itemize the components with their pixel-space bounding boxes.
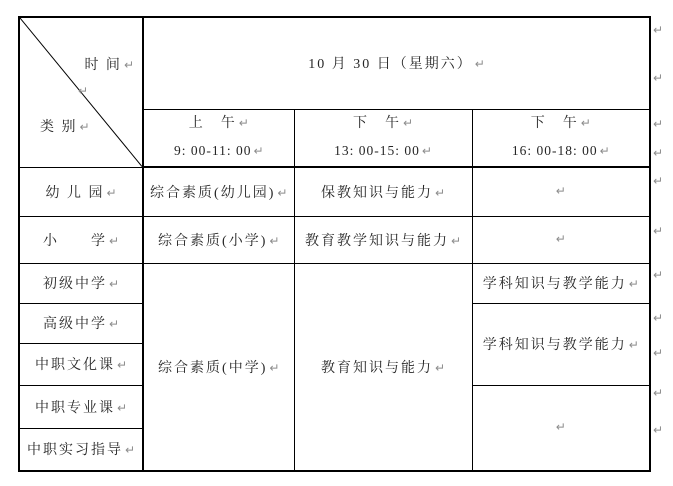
session-time [144, 137, 294, 165]
exam-schedule-table [18, 16, 651, 472]
corner-header-cell [19, 17, 143, 167]
corner-category-label [40, 116, 90, 136]
row-label-text: 中职专业课 [34, 400, 115, 416]
session-period [144, 110, 294, 137]
paragraph-mark: ↵ [653, 423, 664, 437]
return-mark: ↵ [599, 144, 610, 159]
row-label-primary [19, 216, 143, 263]
return-mark: ↵ [277, 185, 288, 200]
session-afternoon2-cell [472, 109, 650, 167]
date-text: 10 月 30 日（星期六） [308, 57, 473, 73]
paragraph-mark: ↵ [653, 268, 664, 282]
return-mark: ↵ [79, 120, 90, 134]
cell-secondary-morning-merged [143, 263, 294, 471]
return-mark: ↵ [555, 419, 566, 434]
corner-time-label [84, 54, 134, 74]
subject-text: 综合素质(幼儿园) [150, 185, 276, 201]
session-period-text: 下 午 [530, 116, 579, 132]
return-mark: ↵ [434, 360, 446, 375]
row-label-senior [19, 303, 143, 343]
session-time [295, 137, 472, 165]
session-morning-cell [143, 109, 294, 167]
return-mark: ↵ [269, 233, 280, 248]
return-mark: ↵ [123, 58, 134, 72]
return-mark: ↵ [108, 233, 120, 248]
paragraph-mark: ↵ [653, 224, 664, 238]
corner-time-text: 时 间 [84, 58, 122, 73]
subject-text: 教育教学知识与能力 [304, 233, 449, 249]
subject-text: 学科知识与教学能力 [482, 338, 627, 353]
return-mark: ↵ [628, 338, 639, 352]
return-mark: ↵ [555, 183, 566, 198]
outside-paragraph-marks [653, 0, 671, 486]
subject-text: 综合素质(小学) [158, 233, 268, 249]
return-mark: ↵ [106, 185, 117, 200]
cell-primary-afternoon2-empty [472, 216, 650, 263]
return-mark: ↵ [402, 116, 414, 131]
cell-kindergarten-afternoon1 [294, 167, 472, 216]
row-label-text: 中职实习指导 [26, 443, 123, 459]
table-row [19, 167, 650, 216]
row-label-text: 高级中学 [42, 317, 107, 332]
return-mark: ↵ [116, 358, 128, 372]
session-period-text: 上 午 [188, 116, 237, 132]
paragraph-mark: ↵ [653, 71, 664, 85]
table-row [19, 263, 650, 303]
session-time-text: 16: 00-18: 00 [511, 143, 598, 159]
session-time-text: 9: 00-11: 00 [173, 143, 252, 159]
return-mark: ↵ [269, 360, 280, 375]
paragraph-mark: ↵ [653, 23, 664, 37]
return-mark: ↵ [580, 116, 591, 131]
row-label-kindergarten [19, 167, 143, 216]
row-label-secondary-culture [19, 343, 143, 385]
session-period [295, 110, 472, 137]
return-mark: ↵ [628, 277, 639, 291]
row-label-text: 中职文化课 [34, 358, 115, 373]
return-mark: ↵ [555, 231, 566, 246]
paragraph-mark: ↵ [653, 386, 664, 400]
paragraph-mark: ↵ [653, 311, 664, 325]
row-label-junior [19, 263, 143, 303]
return-mark: ↵ [124, 443, 136, 458]
return-mark: ↵ [450, 233, 462, 248]
table-row [19, 216, 650, 263]
table-row [19, 17, 650, 109]
cell-kindergarten-morning [143, 167, 294, 216]
cell-primary-morning [143, 216, 294, 263]
subject-text: 综合素质(中学) [158, 360, 268, 376]
date-header-cell [143, 17, 650, 109]
cell-secondary-afternoon1-merged [294, 263, 472, 471]
return-mark: ↵ [108, 277, 120, 291]
row-label-secondary-intern [19, 428, 143, 471]
paragraph-mark: ↵ [653, 117, 664, 131]
return-mark: ↵ [108, 317, 120, 331]
return-mark: ↵ [434, 185, 446, 200]
cell-kindergarten-afternoon2-empty [472, 167, 650, 216]
subject-text: 保教知识与能力 [320, 185, 433, 201]
paragraph-mark: ↵ [653, 346, 664, 360]
return-mark: ↵ [474, 57, 485, 72]
row-label-secondary-major [19, 385, 143, 428]
return-mark: ↵ [78, 84, 89, 98]
cell-senior-afternoon2-merged [472, 303, 650, 385]
paragraph-mark: ↵ [653, 146, 664, 160]
cell-junior-afternoon2 [472, 263, 650, 303]
subject-text: 学科知识与教学能力 [482, 277, 627, 292]
session-afternoon1-cell [294, 109, 472, 167]
row-label-text: 小 学 [42, 233, 107, 249]
return-mark: ↵ [116, 400, 128, 415]
row-label-text: 初级中学 [42, 277, 107, 292]
return-mark: ↵ [253, 144, 264, 159]
return-mark: ↵ [238, 116, 249, 131]
cell-primary-afternoon1 [294, 216, 472, 263]
paragraph-mark: ↵ [653, 174, 664, 188]
session-time [473, 137, 650, 165]
corner-category-text: 类 别 [40, 120, 78, 135]
return-mark: ↵ [421, 144, 432, 159]
session-period [473, 110, 650, 137]
session-period-text: 下 午 [352, 116, 401, 132]
session-time-text: 13: 00-15: 00 [334, 143, 420, 159]
cell-secondary-afternoon2-empty-merged [472, 385, 650, 471]
subject-text: 教育知识与能力 [320, 360, 433, 376]
row-label-text: 幼 儿 园 [45, 185, 105, 201]
